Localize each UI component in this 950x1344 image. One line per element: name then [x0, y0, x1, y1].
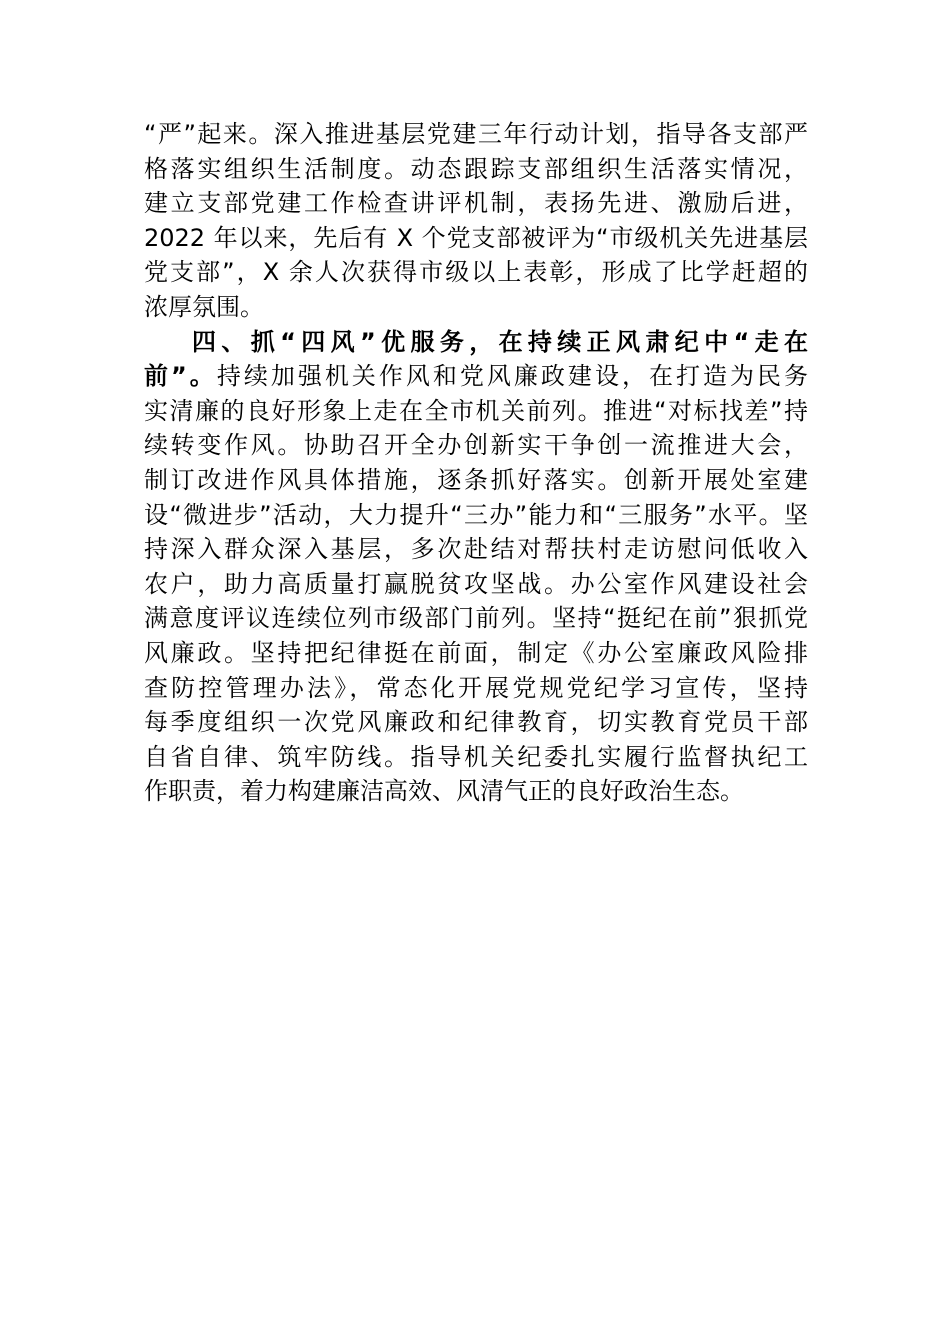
text-line: 每季度组织一次党风廉政和纪律教育，切实教育党员干部	[144, 708, 808, 737]
text-line: 查防控管理办法》，常态化开展党规党纪学习宣传，坚持	[144, 673, 808, 702]
text-line: 持深入群众深入基层，多次赴结对帮扶村走访慰问低收入	[144, 535, 808, 564]
text-line: 满意度评议连续位列市级部门前列。坚持“挺纪在前”狠抓党	[144, 604, 808, 633]
text-line: 实清廉的良好形象上走在全市机关前列。推进“对标找差”持	[144, 396, 808, 425]
text-line-segment: 持续加强机关作风和党风廉政建设，在打造为民务	[216, 362, 809, 391]
paragraph-party-building	[144, 117, 808, 325]
text-line: 制订改进作风具体措施，逐条抓好落实。创新开展处室建	[144, 465, 808, 494]
text-line: 设“微进步”活动，大力提升“三办”能力和“三服务”水平。坚	[144, 500, 808, 529]
text-line: 农户，助力高质量打赢脱贫攻坚战。办公室作风建设社会	[144, 569, 808, 598]
paragraph-four-styles	[144, 325, 808, 809]
text-line: 建立支部党建工作检查讲评机制，表扬先进、激励后进，	[144, 189, 808, 218]
text-line: 党支部”，X 余人次获得市级以上表彰，形成了比学赶超的	[144, 258, 808, 287]
document-body	[144, 117, 808, 809]
text-line: 作职责，着力构建廉洁高效、风清气正的良好政治生态。	[144, 777, 744, 806]
section-heading: 四、抓“四风”优服务，在持续正风肃纪中“走在	[192, 327, 808, 356]
text-line	[144, 359, 808, 394]
text-line: 格落实组织生活制度。动态跟踪支部组织生活落实情况，	[144, 154, 808, 183]
text-line: 风廉政。坚持把纪律挺在前面，制定《办公室廉政风险排	[144, 638, 808, 667]
section-heading-continuation: 前”。	[144, 362, 217, 391]
text-line: 2022 年以来，先后有 X 个党支部被评为“市级机关先进基层	[144, 223, 808, 252]
text-line: “严”起来。深入推进基层党建三年行动计划，指导各支部严	[144, 120, 808, 148]
text-line: 浓厚氛围。	[144, 292, 264, 321]
text-line: 续转变作风。协助召开全办创新实干争创一流推进大会，	[144, 431, 808, 460]
text-line: 自省自律、筑牢防线。指导机关纪委扎实履行监督执纪工	[144, 742, 808, 771]
